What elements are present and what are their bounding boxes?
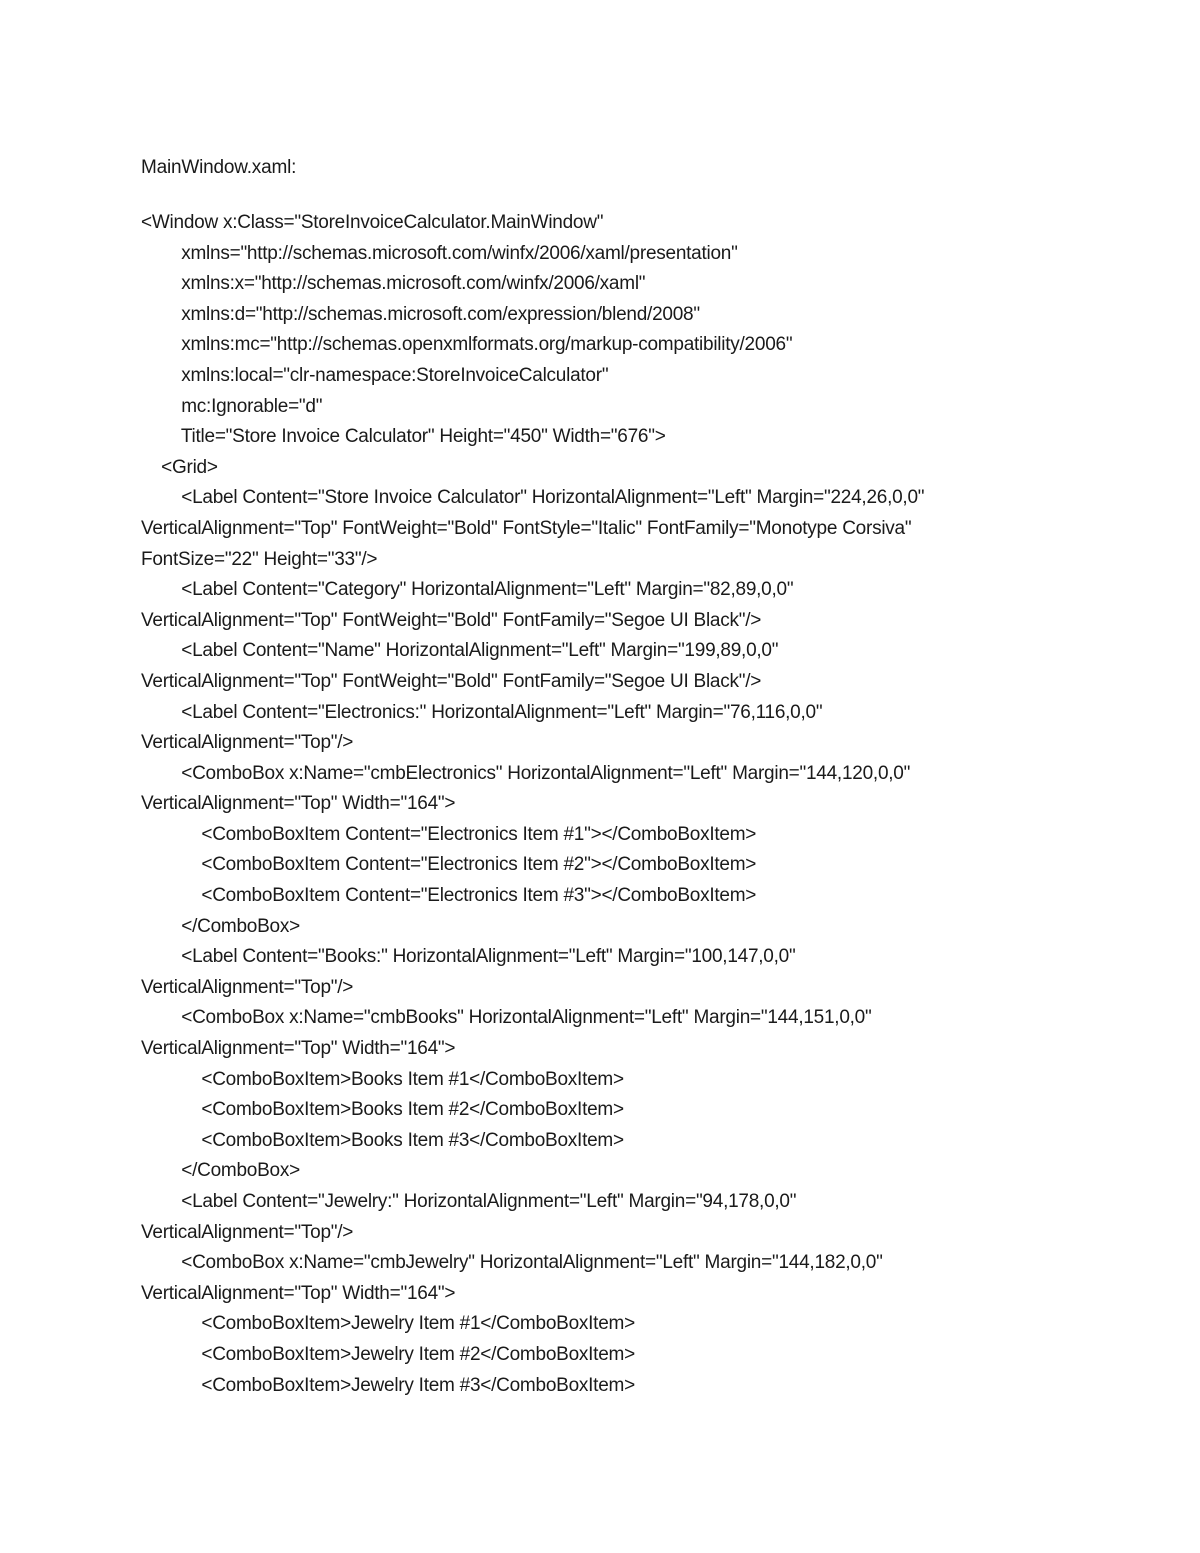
code-line: <Label Content="Jewelry:" HorizontalAlignment="Left" Margin="94,178,0,0" bbox=[141, 1191, 797, 1212]
xaml-code-block bbox=[141, 208, 1061, 1401]
code-line: <ComboBoxItem>Books Item #2</ComboBoxItem> bbox=[141, 1099, 624, 1121]
code-line: xmlns:mc="http://schemas.openxmlformats.org/markup-compatibility/2006" bbox=[141, 334, 793, 356]
code-line: <Label Content="Books:" HorizontalAlignment="Left" Margin="100,147,0,0" bbox=[141, 946, 796, 968]
code-line: VerticalAlignment="Top" Width="164"> bbox=[141, 1038, 456, 1060]
code-line: <ComboBoxItem>Jewelry Item #3</ComboBoxItem> bbox=[141, 1374, 635, 1396]
code-line: xmlns:d="http://schemas.microsoft.com/expression/blend/2008" bbox=[141, 303, 700, 325]
code-line: <ComboBox x:Name="cmbJewelry" HorizontalAlignment="Left" Margin="144,182,0,0" bbox=[141, 1252, 883, 1274]
code-line: mc:Ignorable="d" bbox=[141, 395, 323, 417]
code-line: VerticalAlignment="Top" FontWeight="Bold" FontStyle="Italic" FontFamily="Monotype Corsiva" bbox=[141, 517, 912, 539]
code-line: <Window x:Class="StoreInvoiceCalculator.MainWindow" bbox=[141, 212, 604, 233]
code-line: <ComboBoxItem>Jewelry Item #2</ComboBoxItem> bbox=[141, 1343, 635, 1365]
code-line: VerticalAlignment="Top"/> bbox=[141, 1221, 354, 1243]
code-line: VerticalAlignment="Top" Width="164"> bbox=[141, 793, 456, 815]
code-line: VerticalAlignment="Top"/> bbox=[141, 976, 354, 998]
code-line: </ComboBox> bbox=[141, 1160, 300, 1182]
code-line: xmlns:x="http://schemas.microsoft.com/winfx/2006/xaml" bbox=[141, 273, 646, 295]
code-line: <ComboBoxItem>Books Item #3</ComboBoxItem> bbox=[141, 1129, 624, 1151]
code-line: <ComboBoxItem Content="Electronics Item #1"></ComboBoxItem> bbox=[141, 823, 757, 845]
code-line: xmlns:local="clr-namespace:StoreInvoiceCalculator" bbox=[141, 364, 609, 386]
code-line: <ComboBoxItem Content="Electronics Item #2"></ComboBoxItem> bbox=[141, 854, 757, 876]
code-line: FontSize="22" Height="33"/> bbox=[141, 548, 378, 570]
code-line: Title="Store Invoice Calculator" Height="450" Width="676"> bbox=[141, 426, 666, 448]
document-title: MainWindow.xaml: bbox=[141, 157, 297, 178]
code-line: VerticalAlignment="Top"/> bbox=[141, 732, 354, 754]
code-line: <ComboBoxItem>Books Item #1</ComboBoxItem> bbox=[141, 1068, 624, 1090]
code-line: <Label Content="Name" HorizontalAlignment="Left" Margin="199,89,0,0" bbox=[141, 640, 779, 662]
code-line: VerticalAlignment="Top" FontWeight="Bold" FontFamily="Segoe UI Black"/> bbox=[141, 670, 762, 692]
code-line: <ComboBoxItem Content="Electronics Item #3"></ComboBoxItem> bbox=[141, 885, 757, 907]
code-line: VerticalAlignment="Top" Width="164"> bbox=[141, 1282, 456, 1304]
code-line: <ComboBox x:Name="cmbBooks" HorizontalAlignment="Left" Margin="144,151,0,0" bbox=[141, 1007, 872, 1029]
code-line: <Label Content="Electronics:" HorizontalAlignment="Left" Margin="76,116,0,0" bbox=[141, 701, 823, 723]
code-line: </ComboBox> bbox=[141, 915, 300, 937]
code-line: <ComboBoxItem>Jewelry Item #1</ComboBoxItem> bbox=[141, 1313, 635, 1335]
code-line: <Label Content="Store Invoice Calculator" HorizontalAlignment="Left" Margin="224,26,0,0" bbox=[141, 487, 925, 509]
code-line: <ComboBox x:Name="cmbElectronics" HorizontalAlignment="Left" Margin="144,120,0,0" bbox=[141, 762, 911, 784]
code-line: xmlns="http://schemas.microsoft.com/winfx/2006/xaml/presentation" bbox=[141, 242, 738, 264]
code-line: <Grid> bbox=[141, 456, 218, 478]
code-line: <Label Content="Category" HorizontalAlignment="Left" Margin="82,89,0,0" bbox=[141, 579, 794, 601]
code-line: VerticalAlignment="Top" FontWeight="Bold" FontFamily="Segoe UI Black"/> bbox=[141, 609, 762, 631]
